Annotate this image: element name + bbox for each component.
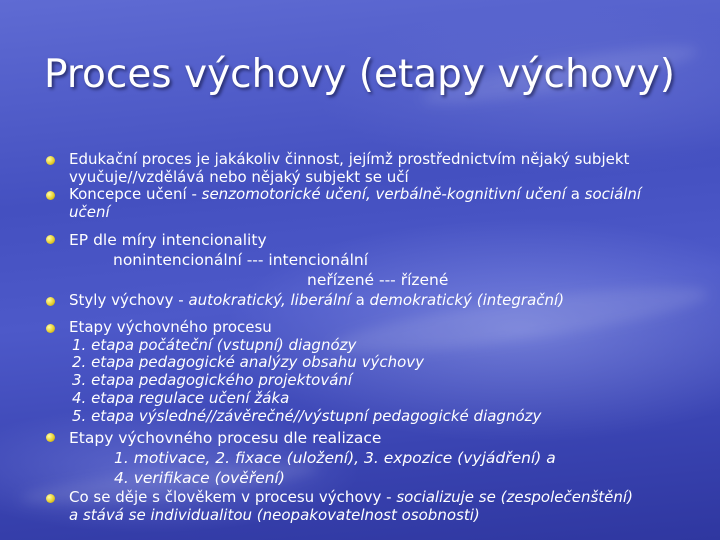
sub-item-text: 1. etapa počáteční (vstupní) diagnózy — [72, 335, 357, 354]
slide-title: Proces výchovy (etapy výchovy) — [44, 52, 675, 97]
item-text-italic: sociální — [584, 185, 642, 203]
list-item — [46, 151, 706, 186]
bullet-icon — [46, 235, 55, 244]
list-item — [46, 186, 706, 230]
item-text: Etapy výchovného procesu dle realizace — [69, 429, 382, 447]
item-text-part: Styly výchovy - — [69, 291, 189, 309]
item-text — [69, 292, 706, 310]
item-text — [69, 489, 706, 507]
sub-item-text: 3. etapa pedagogického projektování — [72, 371, 353, 390]
list-item — [46, 428, 706, 489]
item-text: a stává se individualitou (neopakovatelnost osobnosti) — [69, 505, 480, 524]
item-text: 1. motivace, 2. fixace (uložení), 3. expozice (vyjádření) a — [114, 449, 556, 467]
bullet-icon — [46, 494, 55, 503]
item-text-italic: autokratický, liberální — [188, 291, 351, 309]
bullet-icon — [46, 297, 55, 306]
list-item — [46, 489, 706, 525]
sub-item-text: 2. etapa pedagogické analýzy obsahu výchovy — [72, 353, 425, 372]
item-text: Edukační proces je jakákoliv činnost, jejímž prostřednictvím nějaký subjekt — [69, 150, 630, 168]
bullet-icon — [46, 433, 55, 442]
item-text: vyučuje//vzdělává nebo nějaký subjekt se učí — [69, 167, 409, 186]
bullet-icon — [46, 191, 55, 200]
item-text: Etapy výchovného procesu — [69, 318, 272, 336]
item-text-part: Koncepce učení - — [69, 185, 202, 203]
list-item — [46, 230, 706, 292]
item-text-italic: socializuje se (zespolečenštění) — [396, 488, 633, 506]
item-text-part: a — [350, 291, 370, 309]
item-text: 4. verifikace (ověření) — [114, 469, 285, 487]
item-text-part: a — [565, 185, 585, 203]
item-text: učení — [69, 202, 110, 221]
bullet-icon — [46, 156, 55, 165]
bullet-list — [46, 151, 706, 525]
item-text-italic: senzomotorické učení, verbálně-kognitivní učení — [201, 185, 566, 203]
item-text: EP dle míry intencionality — [69, 231, 267, 249]
sub-item-text: 4. etapa regulace učení žáka — [72, 388, 290, 407]
list-item — [46, 292, 706, 319]
sub-item-text: 5. etapa výsledné//závěrečné//výstupní pedagogické diagnózy — [72, 406, 542, 425]
bullet-icon — [46, 324, 55, 333]
item-text-part: Co se děje s člověkem v procesu výchovy - — [69, 488, 397, 506]
list-item — [46, 319, 706, 428]
item-text: neřízené --- řízené — [307, 271, 449, 289]
item-text-italic: demokratický (integrační) — [369, 291, 565, 309]
item-text: nonintencionální --- intencionální — [113, 251, 369, 269]
item-text — [69, 186, 706, 204]
